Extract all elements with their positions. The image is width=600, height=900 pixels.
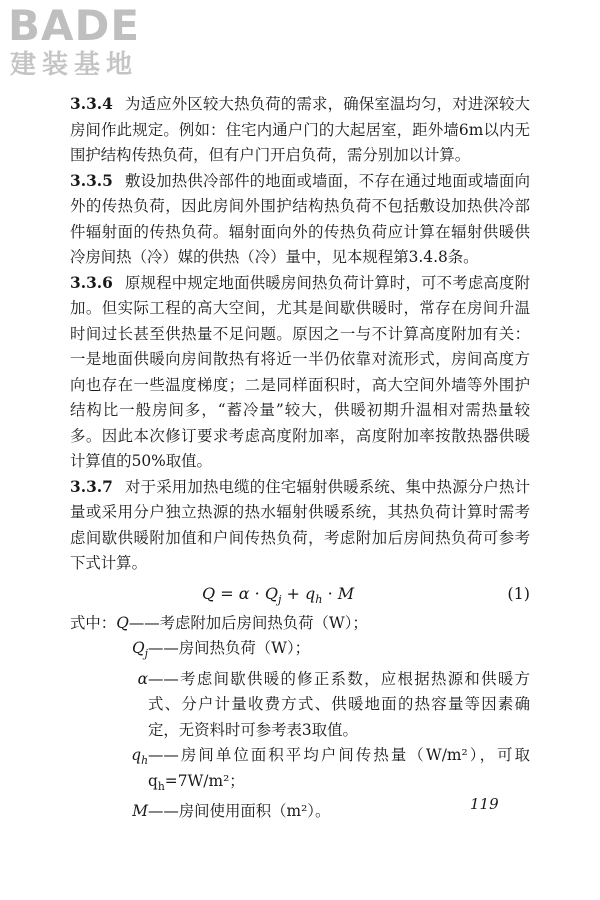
definition-symbol: Q xyxy=(116,613,129,632)
definition-symbol: $q_h$ xyxy=(131,746,148,768)
definition-item xyxy=(70,799,530,825)
symbol-alpha: α xyxy=(238,583,250,603)
clause-text: 原规程中规定地面供暖房间热负荷计算时，可不考虑高度附加。但实际工程的高大空间，尤其是间歇供暖时，常存在房间升温时间过长甚至供热量不足问题。原因之一与不计算高度附加有关：一是地面供暖向房间散热有将近一半仍依靠对流形式，房间高度方向也存在一些温度梯度；二是同样面积时，高大空间外墙等外围护结构比一般房间多，“蓄冷量”较大，供暖初期升温相对需热量较多。因此本次修订要求考虑高度附加率，高度附加率按散热器供暖计算值的50%取值。 xyxy=(70,273,530,470)
logo-brand: BADE xyxy=(8,1,141,50)
definition-item xyxy=(70,667,530,744)
symbol-Qj-subscript: j xyxy=(277,592,282,606)
definition-text: ——考虑间歇供暖的修正系数，应根据热源和供暖方式、分户计量收费方式、供暖地面的热容量等因素确定，无资料时可参考表3取值。 xyxy=(148,669,530,739)
definition-symbol: α xyxy=(137,669,148,688)
definitions-lead: 式中： xyxy=(70,613,117,632)
symbol-qh-subscript: h xyxy=(315,592,323,606)
multiply-dot: · xyxy=(327,583,333,603)
page-number: 119 xyxy=(470,795,499,813)
clause-3-3-7 xyxy=(70,475,530,577)
definition-text: ——房间单位面积平均户间传热量（W/m²），可取$q_h=7W/m^2$； xyxy=(148,746,530,793)
logo-subtitle: 建装基地 xyxy=(10,50,139,80)
plus-sign: + xyxy=(286,583,300,603)
clause-3-3-5 xyxy=(70,169,530,271)
symbol-Qj: Q xyxy=(264,583,278,603)
clause-number: 3.3.5 xyxy=(70,171,113,190)
symbol-qh: q xyxy=(305,583,316,603)
definition-symbol: $Q_j$ xyxy=(132,639,148,661)
definition-text: ——房间使用面积（m²）。 xyxy=(148,802,331,821)
clause-text: 敷设加热供冷部件的地面或墙面，不存在通过地面或墙面向外的传热负荷，因此房间外围护结构热负荷不包括敷设加热供冷部件辐射面的传热负荷。辐射面向外的传热负荷应计算在辐射供暖供冷房间热（冷）媒的供热（冷）量中，见本规程第3.4.8条。 xyxy=(70,171,530,266)
logo xyxy=(8,2,178,80)
equals-sign: = xyxy=(220,583,234,603)
definition-symbol: M xyxy=(132,802,148,821)
clause-3-3-4 xyxy=(70,92,530,169)
clause-text: 对于采用加热电缆的住宅辐射供暖系统、集中热源分户热计量或采用分户独立热源的热水辐射供暖系统，其热负荷计算时需考虑间歇供暖附加值和户间传热负荷，考虑附加后房间热负荷可参考下式计算。 xyxy=(70,477,530,572)
document-body xyxy=(70,92,530,825)
definition-text: ——房间热负荷（W）； xyxy=(148,639,311,657)
clause-number: 3.3.4 xyxy=(70,95,113,113)
equation-expression xyxy=(202,577,354,617)
definition-text: ——考虑附加后房间热负荷（W）； xyxy=(128,613,368,632)
equation-number: (1) xyxy=(507,583,530,603)
multiply-dot: · xyxy=(254,583,260,603)
symbol-Q: Q xyxy=(202,583,216,603)
clause-text: 为适应外区较大热负荷的需求，确保室温均匀，对进深较大房间作此规定。例如：住宅内通户门的大起居室，距外墙6m以内无围护结构传热负荷，但有户门开启负荷，需分别加以计算。 xyxy=(70,95,530,164)
definitions-list xyxy=(70,611,530,825)
equation xyxy=(70,577,530,611)
definition-item xyxy=(70,743,530,799)
clause-number: 3.3.6 xyxy=(70,273,113,292)
definition-item xyxy=(70,636,530,667)
symbol-M: M xyxy=(337,583,355,603)
clause-number: 3.3.7 xyxy=(70,477,113,496)
clause-3-3-6 xyxy=(70,271,530,475)
